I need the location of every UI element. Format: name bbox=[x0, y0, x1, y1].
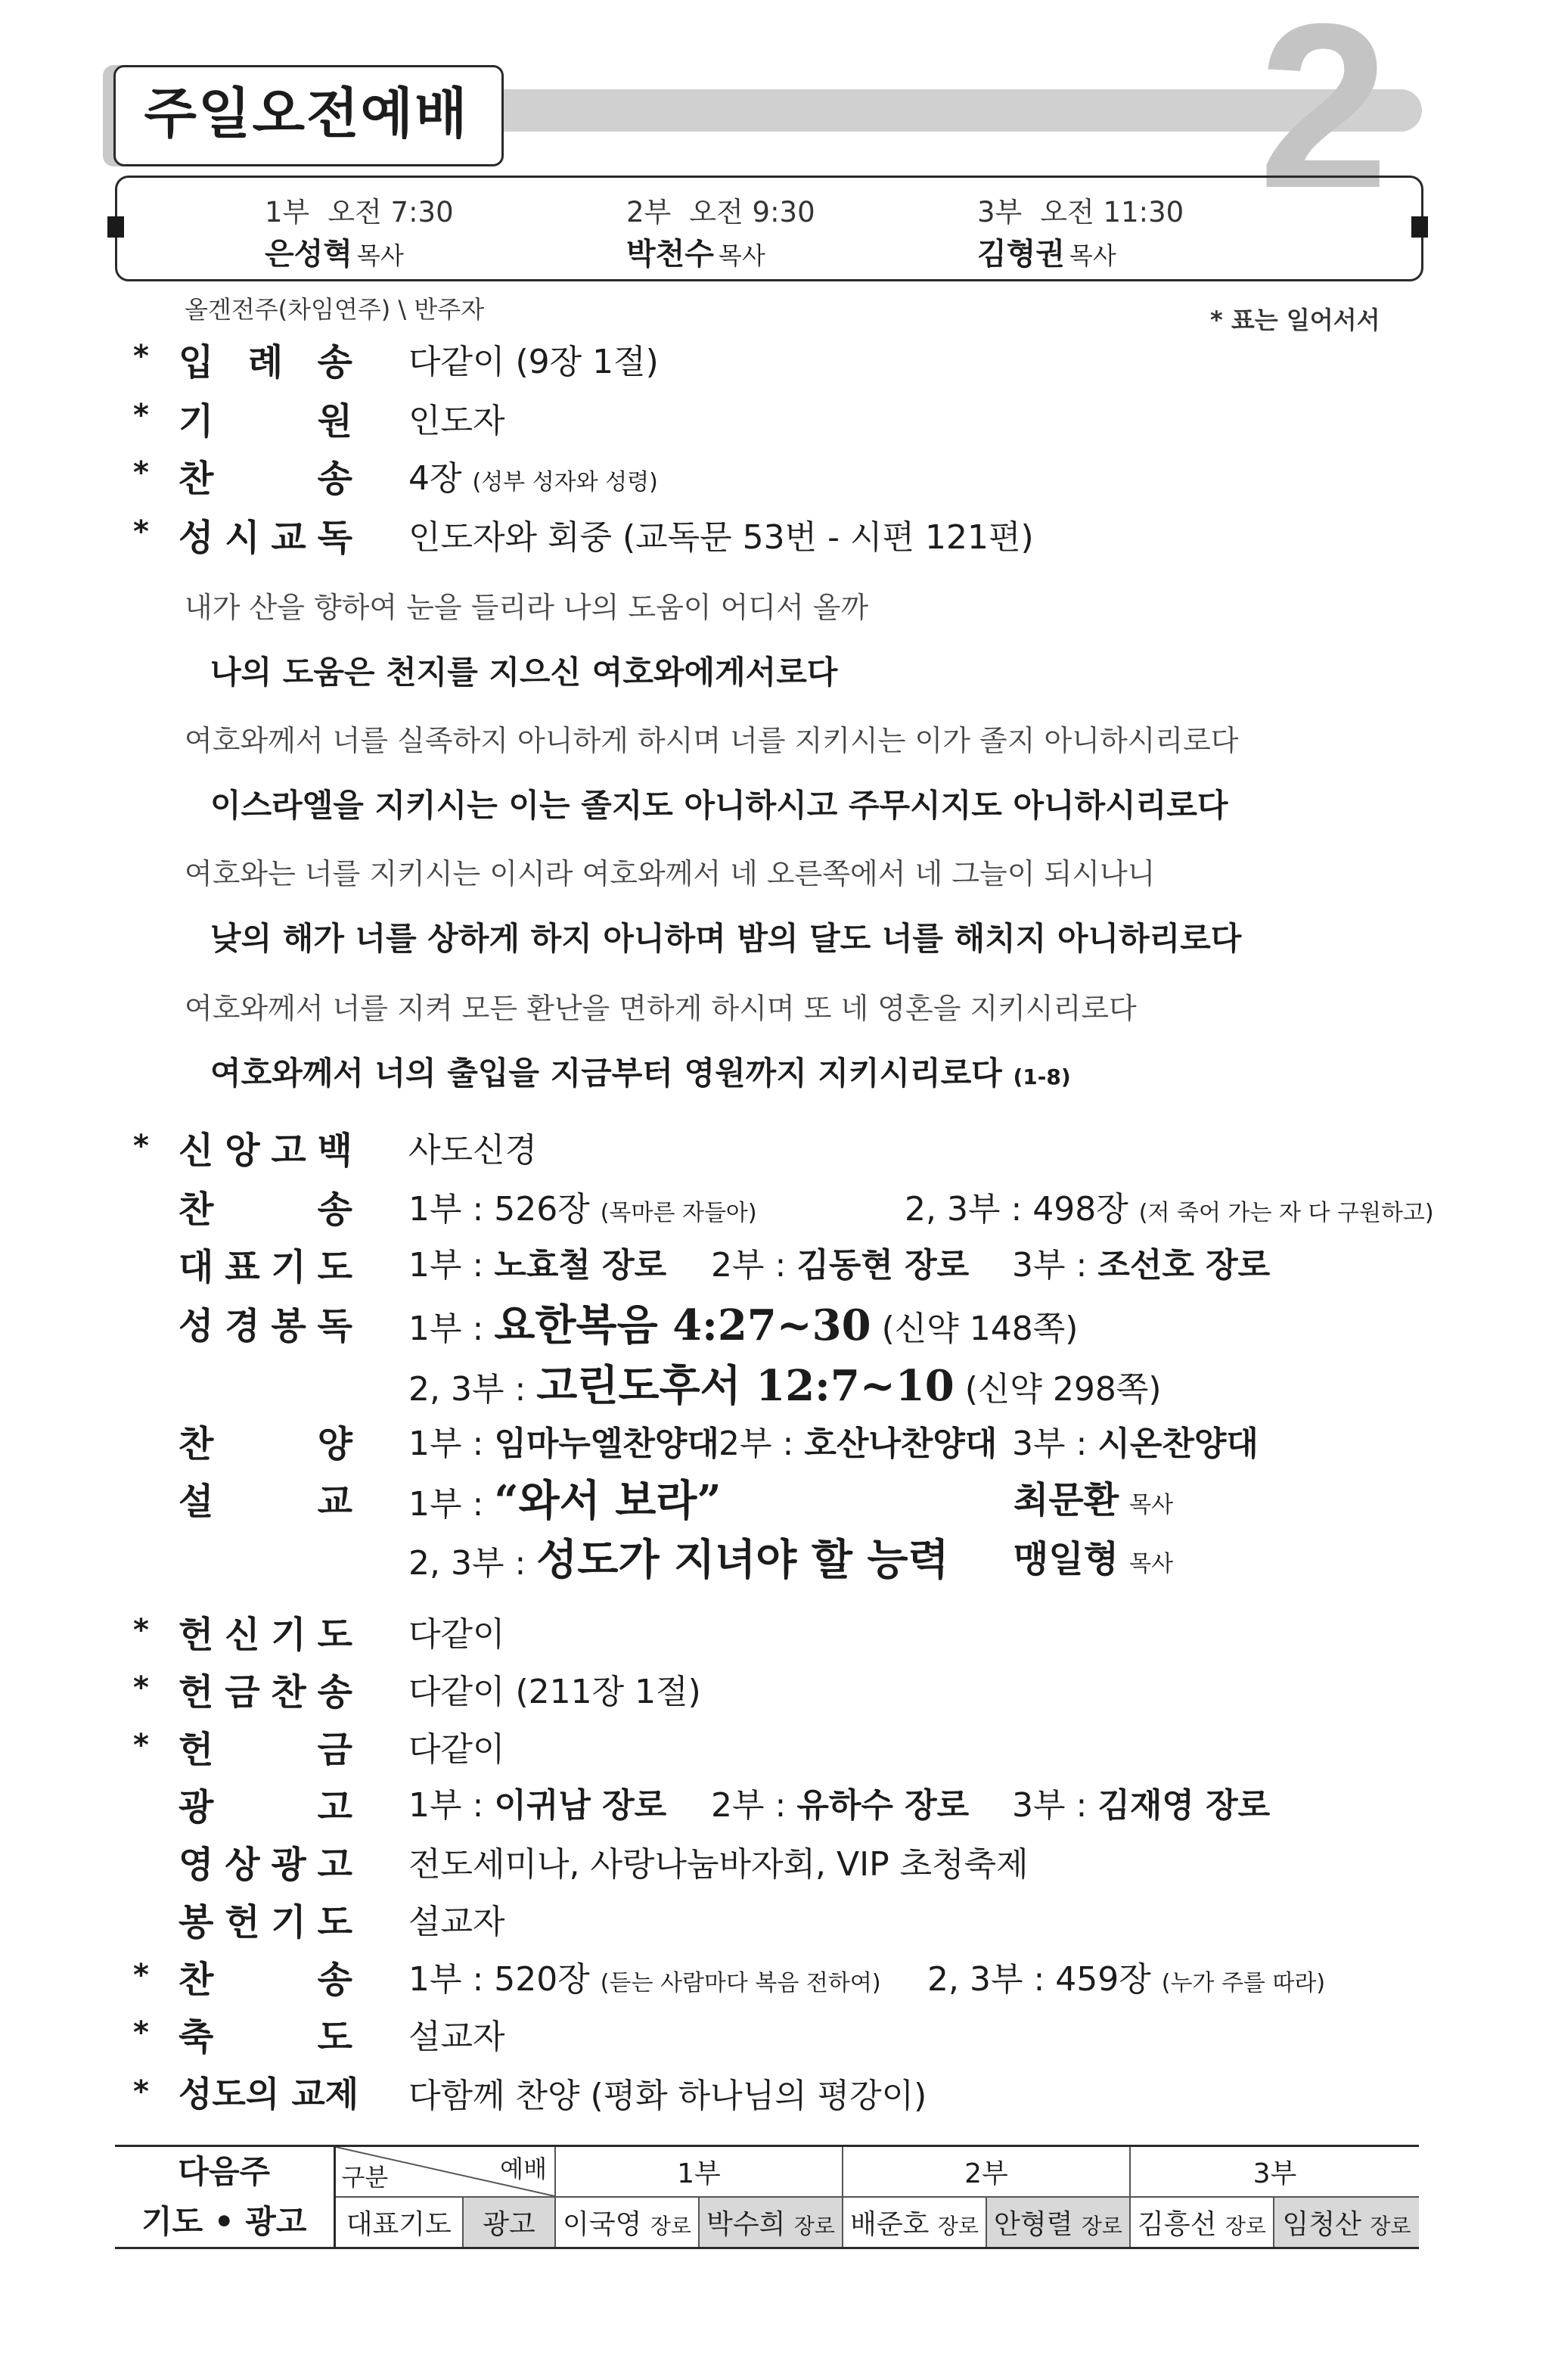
item-value: 전도세미나, 사랑나눔바자회, VIP 초청축제 bbox=[408, 1845, 1029, 1884]
service-part: 3부 bbox=[977, 196, 1023, 228]
item-value: 2부 : 호산나찬양대 bbox=[719, 1425, 998, 1463]
service-time: 오전 9:30 bbox=[689, 196, 815, 228]
reading-leader: 여호와는 너를 지키시는 이시라 여호와께서 네 오른쪽에서 네 그늘이 되시나니 bbox=[185, 857, 1156, 890]
standing-mark: * bbox=[133, 2074, 149, 2109]
person-cell: 이국영 장로 bbox=[555, 2197, 699, 2248]
part-header: 2부 bbox=[843, 2146, 1130, 2198]
preacher-title: 목사 bbox=[1069, 241, 1116, 270]
standing-mark: * bbox=[133, 1670, 149, 1705]
service-1 bbox=[265, 189, 454, 273]
item-value: 다함께 찬양 (평화 하나님의 평강이) bbox=[408, 2077, 927, 2115]
standing-mark: * bbox=[133, 2015, 149, 2050]
service-2 bbox=[626, 189, 815, 273]
standing-mark: * bbox=[133, 339, 149, 374]
sermon-title-2: 2, 3부 : 성도가 지녀야 할 능력 bbox=[408, 1535, 949, 1585]
col-service-label: 예배 bbox=[500, 2155, 547, 2183]
standing-mark: * bbox=[133, 398, 149, 433]
item-value: 설교자 bbox=[408, 2018, 505, 2056]
item-label: 대 표 기 도 bbox=[178, 1246, 352, 1288]
item-label: 기 원 bbox=[178, 400, 352, 443]
item-value: 인도자와 회중 (교독문 53번 - 시편 121편) bbox=[408, 518, 1034, 557]
reading-leader: 여호와께서 너를 실족하지 아니하게 하시며 너를 지키시는 이가 졸지 아니하시리로다 bbox=[185, 724, 1239, 757]
person-cell: 배준호 장로 bbox=[843, 2197, 986, 2248]
preacher-title: 목사 bbox=[718, 241, 765, 270]
service-time: 오전 11:30 bbox=[1040, 196, 1184, 228]
item-value: 1부 : 노효철 장로 bbox=[408, 1246, 667, 1285]
standing-mark: * bbox=[133, 1728, 149, 1763]
item-value: 3부 : 시온찬양대 bbox=[1012, 1425, 1259, 1463]
item-value: 1부 : 요한복음 4:27~30 (신약 148쪽) bbox=[408, 1300, 1079, 1350]
item-value: 2부 : 유하수 장로 bbox=[711, 1786, 970, 1825]
reading-leader: 내가 산을 향하여 눈을 들리라 나의 도움이 어디서 올까 bbox=[185, 591, 869, 624]
reading-congregation: 여호와께서 너의 출입을 지금부터 영원까지 지키시리로다 (1-8) bbox=[210, 1055, 1071, 1092]
item-label: 성 경 봉 독 bbox=[178, 1305, 352, 1347]
hymn-number: 4장 bbox=[408, 459, 462, 498]
item-label: 입 례 송 bbox=[178, 341, 352, 384]
item-value: 1부 : 520장 (듣는 사람마다 복음 전하여) bbox=[408, 1960, 881, 1999]
item-label: 신 앙 고 백 bbox=[178, 1129, 352, 1172]
person-cell: 김흥선 장로 bbox=[1130, 2197, 1274, 2248]
item-label: 헌 금 bbox=[178, 1729, 352, 1771]
sermon-title-1: 1부 : “와서 보라” bbox=[408, 1476, 722, 1526]
item-label: 설 교 bbox=[178, 1481, 352, 1523]
item-value: 3부 : 조선호 장로 bbox=[1012, 1246, 1271, 1285]
item-value: 3부 : 김재영 장로 bbox=[1012, 1786, 1271, 1825]
item-value: 다같이 bbox=[408, 1615, 505, 1654]
standing-mark: * bbox=[133, 1613, 149, 1648]
standing-mark: * bbox=[133, 1958, 149, 1993]
hymn-title: (성부 성자와 성령) bbox=[472, 469, 658, 496]
item-label: 봉 헌 기 도 bbox=[178, 1901, 352, 1943]
organ-note: 올겐전주(차임연주) \ 반주자 bbox=[185, 295, 485, 324]
reading-reference: (1-8) bbox=[1013, 1064, 1071, 1089]
part-header: 3부 bbox=[1130, 2146, 1419, 2198]
person-cell: 임청산 장로 bbox=[1274, 2197, 1419, 2248]
row-label: 광고 bbox=[463, 2197, 555, 2248]
item-value: 2, 3부 : 459장 (누가 주를 따라) bbox=[927, 1960, 1326, 1999]
box-marker-left bbox=[107, 216, 124, 238]
item-value: 설교자 bbox=[408, 1903, 505, 1941]
reading-congregation: 낮의 해가 너를 상하게 하지 아니하며 밤의 달도 너를 해치지 아니하리로다 bbox=[210, 920, 1242, 957]
item-label: 광 고 bbox=[178, 1786, 352, 1828]
next-week-heading: 다음주 기도 • 광고 bbox=[115, 2146, 334, 2248]
part-header: 1부 bbox=[555, 2146, 843, 2198]
item-value bbox=[408, 451, 658, 499]
preacher-name: 은성혁 bbox=[265, 237, 352, 272]
item-value: 다같이 bbox=[408, 1730, 505, 1769]
preacher-title: 목사 bbox=[356, 241, 404, 270]
service-part: 1부 bbox=[265, 196, 310, 228]
reading-leader: 여호와께서 너를 지켜 모든 환난을 면하게 하시며 또 네 영혼을 지키시리로다 bbox=[185, 992, 1137, 1025]
preacher-name: 김형권 bbox=[977, 237, 1065, 272]
person-cell: 박수희 장로 bbox=[699, 2197, 843, 2248]
item-value: 2부 : 김동현 장로 bbox=[711, 1246, 970, 1285]
reading-congregation: 나의 도움은 천지를 지으신 여호와에게서로다 bbox=[210, 654, 838, 691]
box-marker-right bbox=[1411, 216, 1428, 238]
service-3 bbox=[977, 189, 1184, 273]
item-label: 찬 송 bbox=[178, 458, 352, 500]
item-label: 찬 송 bbox=[178, 1188, 352, 1231]
page-title: 주일오전예배 bbox=[144, 82, 469, 145]
item-value: 다같이 (9장 1절) bbox=[408, 343, 659, 381]
item-label: 찬 송 bbox=[178, 1959, 352, 2001]
standing-mark: * bbox=[133, 455, 149, 490]
service-part: 2부 bbox=[626, 196, 672, 228]
item-value: 1부 : 526장 (목마른 자들아) bbox=[408, 1190, 757, 1229]
item-value: 인도자 bbox=[408, 402, 505, 440]
item-label: 성 시 교 독 bbox=[178, 517, 352, 559]
standing-mark: * bbox=[133, 1129, 149, 1164]
item-value: 사도신경 bbox=[408, 1131, 538, 1170]
item-label: 찬 양 bbox=[178, 1423, 352, 1465]
next-week-table bbox=[115, 2145, 1419, 2249]
item-value: 다같이 (211장 1절) bbox=[408, 1673, 701, 1711]
page-number: 2 bbox=[1258, 0, 1389, 237]
sermon-preacher-1: 최문환 목사 bbox=[1014, 1479, 1174, 1521]
standing-mark: * bbox=[133, 514, 149, 549]
standing-note: * 표는 일어서서 bbox=[1210, 306, 1380, 334]
service-time: 오전 7:30 bbox=[327, 196, 454, 228]
item-label: 축 도 bbox=[178, 2016, 352, 2058]
header-diagonal-cell bbox=[334, 2146, 555, 2198]
item-label: 헌 금 찬 송 bbox=[178, 1671, 352, 1714]
reading-congregation: 이스라엘을 지키시는 이는 졸지도 아니하시고 주무시지도 아니하시리로다 bbox=[210, 787, 1228, 824]
item-value: 1부 : 이귀남 장로 bbox=[408, 1786, 667, 1825]
item-value: 2, 3부 : 고린도후서 12:7~10 (신약 298쪽) bbox=[408, 1361, 1162, 1411]
sermon-preacher-2: 맹일형 목사 bbox=[1014, 1538, 1174, 1580]
item-value: 2, 3부 : 498장 (저 죽어 가는 자 다 구원하고) bbox=[905, 1190, 1434, 1229]
row-label: 대표기도 bbox=[334, 2197, 463, 2248]
preacher-name: 박천수 bbox=[626, 237, 714, 272]
item-label: 성도의 교제 bbox=[178, 2074, 359, 2114]
person-cell: 안형렬 장로 bbox=[986, 2197, 1130, 2248]
item-label: 헌 신 기 도 bbox=[178, 1614, 352, 1656]
item-label: 영 상 광 고 bbox=[178, 1844, 352, 1886]
item-value: 1부 : 임마누엘찬양대 bbox=[408, 1425, 719, 1463]
col-category-label: 구분 bbox=[341, 2163, 389, 2192]
